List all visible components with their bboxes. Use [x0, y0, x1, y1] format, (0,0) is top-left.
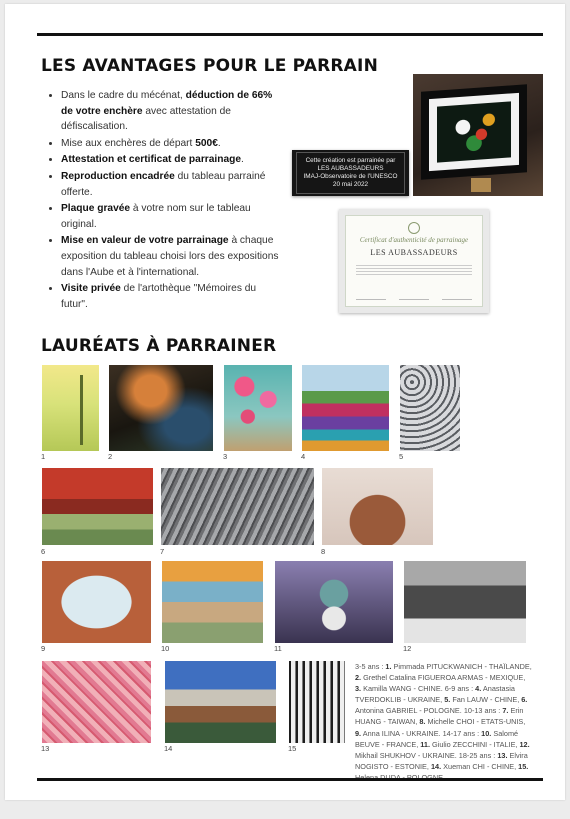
artwork-number: 15	[288, 744, 297, 753]
artwork-3	[224, 365, 292, 451]
artwork-9	[42, 561, 151, 643]
artwork-8	[322, 468, 433, 545]
sponsorship-certificate	[339, 209, 489, 313]
artwork-11	[275, 561, 393, 643]
plaque-line: 20 mai 2022	[332, 181, 369, 188]
laureates-credits: 3-5 ans : 1. Pimmada PITUCKWANICH - THAÏLANDE, 2. Grethel Catalina FIGUEROA ARMAS - MEXIQUE, 3. Kamilla WANG - CHINE. 6-9 ans : 4. Anastasia TVERDOKLIB - UKRAINE, 5. Fan LAUW - CHINE, 6. Antonina GABRIEL - POLOGNE. 10-13 ans : 7. Erin HUANG - TAIWAN, 8. Michelle CHOI - ETATS-UNIS, 9. Anna ILINA - UKRAINE. 14-17 ans : 10. Salomé BEUVE - FRANCE, 11. Giulio ZECCHINI - ITALIE, 12. Mikhail SHUKHOV - UKRAINE. 18-25 ans : 13. Elvira NOGISTO - ESTONIE, 14. Xueman CHI - CHINE, 15.	[355, 662, 532, 771]
artwork-4	[302, 365, 389, 451]
benefit-item: • Mise aux enchères de départ 500€.	[61, 136, 281, 152]
artwork-number: 7	[160, 547, 165, 556]
artwork-number: 8	[321, 547, 326, 556]
plaque-line: IMAJ-Observatoire de l'UNESCO	[303, 173, 398, 180]
benefit-item: • Reproduction encadrée du tableau parrainé offerte.	[61, 169, 281, 200]
certificate-body-text	[356, 263, 472, 275]
benefit-item: • Attestation et certificat de parrainage.	[61, 152, 281, 168]
artwork-13	[42, 661, 151, 743]
artwork-number: 11	[274, 644, 282, 653]
artwork-number: 12	[403, 644, 412, 653]
artwork-1	[42, 365, 99, 451]
top-divider	[37, 33, 543, 36]
laurel-seal-icon	[408, 222, 420, 234]
artwork-number: 10	[161, 644, 170, 653]
artwork-number: 6	[41, 547, 46, 556]
laureates-heading: LAURÉATS À PARRAINER	[41, 336, 277, 356]
benefit-item: • Mise en valeur de votre parrainage à chaque exposition du tableau choisi lors des expositions dans l'Aube et à l'international.	[61, 233, 281, 280]
certificate-signatures	[356, 299, 472, 300]
artwork-12	[404, 561, 526, 643]
artwork-5	[400, 365, 460, 451]
plaque-line: LES AUBASSADEURS	[317, 165, 384, 172]
artwork-number: 5	[399, 452, 404, 461]
artwork-number: 4	[301, 452, 306, 461]
bottom-divider	[37, 778, 543, 781]
sponsor-benefits-heading: LES AVANTAGES POUR LE PARRAIN	[41, 56, 378, 76]
artwork-14	[165, 661, 276, 743]
benefit-item: • Plaque gravée à votre nom sur le tableau original.	[61, 201, 281, 232]
plaque-line: Cette création est parrainée par	[305, 157, 396, 164]
framed-reproduction-photo	[413, 74, 543, 196]
artwork-2	[109, 365, 213, 451]
framed-artwork	[437, 101, 511, 162]
artwork-15	[289, 661, 345, 743]
frame-mat	[429, 93, 519, 171]
artwork-number: 1	[41, 452, 46, 461]
benefit-item: • Visite privée de l'artothèque "Mémoires du futur".	[61, 281, 281, 312]
picture-frame	[421, 84, 527, 179]
artwork-number: 2	[108, 452, 113, 461]
engraved-plaque-photo	[292, 150, 409, 196]
certificate-title: Certificat d'authenticité de parrainage	[359, 236, 469, 244]
artwork-10	[162, 561, 263, 643]
benefits-list	[45, 88, 281, 313]
artwork-number: 13	[41, 744, 50, 753]
benefit-item: • Dans le cadre du mécénat, déduction de 66% de votre enchère avec attestation de défiscalisation.	[61, 88, 281, 135]
artwork-number: 9	[41, 644, 46, 653]
easel	[471, 178, 491, 192]
document-page	[5, 4, 565, 800]
artwork-7	[161, 468, 314, 545]
artwork-6	[42, 468, 153, 545]
certificate-sponsor-name: LES AUBASSADEURS	[370, 248, 458, 257]
artwork-number: 3	[223, 452, 228, 461]
artwork-number: 14	[164, 744, 173, 753]
